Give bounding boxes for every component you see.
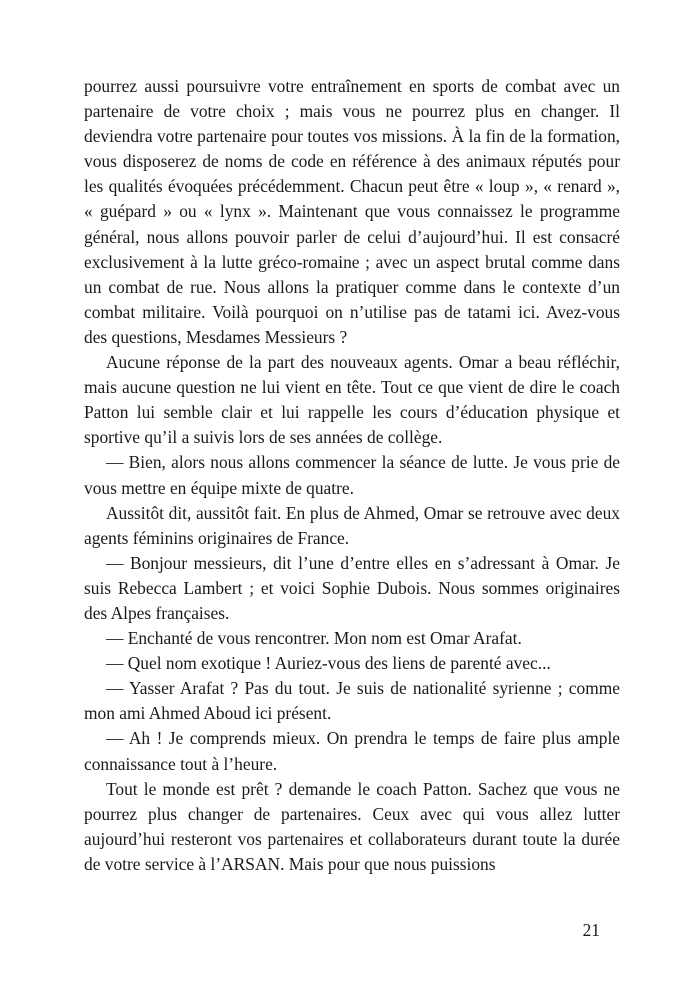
- paragraph-6: — Enchanté de vous rencontrer. Mon nom est Omar Arafat.: [106, 628, 522, 649]
- paragraph-10: Tout le monde est prêt ? demande le coach Patton. Sachez que vous ne pourrez plus changer de partenaires. Ceux avec qui vous allez lutter aujourd’hui resteront vos partenaires et collaborateurs durant toute la durée de votre service à l’ARSAN. Mais pour que nous puissions: [84, 778, 620, 874]
- paragraph-7: — Quel nom exotique ! Auriez-vous des liens de parenté avec...: [106, 653, 551, 674]
- paragraph-9: — Ah ! Je comprends mieux. On prendra le temps de faire plus ample connaissance tout à l’heure.: [84, 728, 620, 774]
- paragraph-4: Aussitôt dit, aussitôt fait. En plus de Ahmed, Omar se retrouve avec deux agents féminins originaires de France.: [84, 502, 620, 548]
- paragraph-2: Aucune réponse de la part des nouveaux agents. Omar a beau réfléchir, mais aucune question ne lui vient en tête. Tout ce que vient de dire le coach Patton lui semble clair et lui rappelle les cours d’éducation physique et sportive qu’il a suivis lors de ses années de collège.: [84, 352, 620, 448]
- paragraph-1: pourrez aussi poursuivre votre entraînement en sports de combat avec un partenaire de votre choix ; mais vous ne pourrez plus en changer. Il deviendra votre partenaire pour toutes vos missions. À la fin de la formation, vous disposerez de noms de code en référence à des animaux réputés pour les qualités évoquées précédemment. Chacun peut être « loup », « renard », « guépard » ou « lynx ». Maintenant que vous connaissez le programme général, nous allons pouvoir parler de celui d’aujourd’hui. Il est consacré exclusivement à la lutte gréco-romaine ; avec un aspect brutal comme dans un combat de rue. Nous allons la pratiquer comme dans le contexte d’un combat militaire. Voilà pourquoi on n’utilise pas de tatami ici. Avez-vous des questions, Mesdames Messieurs ?: [84, 76, 620, 347]
- paragraph-5: — Bonjour messieurs, dit l’une d’entre elles en s’adressant à Omar. Je suis Rebecca Lambert ; et voici Sophie Dubois. Nous sommes originaires des Alpes françaises.: [84, 552, 620, 623]
- page-number: 21: [582, 920, 600, 940]
- page-body: [84, 74, 620, 877]
- paragraph-8: — Yasser Arafat ? Pas du tout. Je suis de nationalité syrienne ; comme mon ami Ahmed Aboud ici présent.: [84, 678, 620, 724]
- paragraph-3: — Bien, alors nous allons commencer la séance de lutte. Je vous prie de vous mettre en équipe mixte de quatre.: [84, 452, 620, 498]
